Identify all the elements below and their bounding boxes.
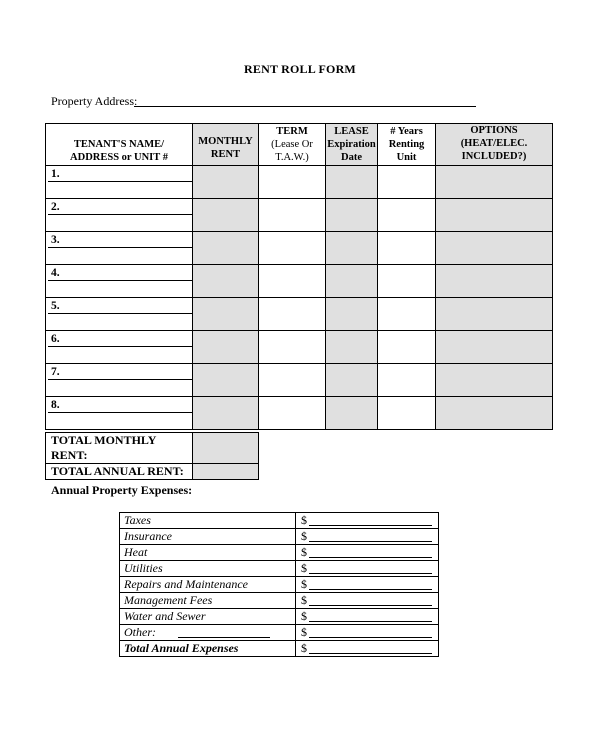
term-cell[interactable] [259,331,326,364]
row-number: 6. [51,333,60,345]
currency-symbol: $ [301,545,307,559]
header-term-line2: (Lease Or [271,139,313,150]
amount-line [309,621,432,622]
expense-label-text: Utilities [124,561,163,575]
currency-symbol: $ [301,593,307,607]
rent-roll-table [45,123,553,430]
row-number: 1. [51,168,60,180]
header-term [259,124,326,166]
options-cell[interactable] [436,265,553,298]
term-cell[interactable] [259,166,326,199]
options-cell[interactable] [436,298,553,331]
total-monthly-rent-row [46,433,259,464]
row-number: 7. [51,366,60,378]
expense-row [120,529,439,545]
property-address-field[interactable] [134,106,476,107]
years-renting-cell[interactable] [378,397,436,430]
tenant-row [46,397,553,430]
term-cell[interactable] [259,298,326,331]
tenant-row [46,199,553,232]
tenant-name-cell[interactable] [46,298,193,331]
monthly-rent-cell[interactable] [193,232,259,265]
monthly-rent-cell[interactable] [193,199,259,232]
amount-line [309,573,432,574]
tenant-row [46,166,553,199]
row-number: 2. [51,201,60,213]
expense-label-text: Heat [124,545,148,559]
lease-expiration-cell[interactable] [326,166,378,199]
tenant-name-cell[interactable] [46,166,193,199]
monthly-rent-cell[interactable] [193,397,259,430]
options-cell[interactable] [436,166,553,199]
monthly-rent-cell[interactable] [193,364,259,397]
total-monthly-rent-label: TOTAL MONTHLY RENT: [46,433,193,464]
years-renting-cell[interactable] [378,298,436,331]
row-divider [48,247,192,248]
monthly-rent-cell[interactable] [193,265,259,298]
expense-label [120,513,296,529]
tenant-row [46,298,553,331]
lease-expiration-cell[interactable] [326,397,378,430]
header-lease-expiration [326,124,378,166]
lease-expiration-cell[interactable] [326,265,378,298]
amount-line [309,525,432,526]
header-monthly-rent-line2: RENT [210,148,241,160]
tenant-name-cell[interactable] [46,199,193,232]
total-expenses-row [120,641,439,657]
monthly-rent-cell[interactable] [193,166,259,199]
lease-expiration-cell[interactable] [326,199,378,232]
row-divider [48,412,192,413]
header-years-line1: # Years [390,126,423,137]
total-expenses-field[interactable] [296,641,439,657]
expense-label [120,529,296,545]
term-cell[interactable] [259,232,326,265]
currency-symbol: $ [301,513,307,527]
currency-symbol: $ [301,561,307,575]
expense-label-text: Repairs and Maintenance [124,577,248,591]
totals-table [45,432,259,480]
total-annual-rent-row [46,464,259,480]
options-cell[interactable] [436,232,553,265]
lease-expiration-cell[interactable] [326,298,378,331]
tenant-name-cell[interactable] [46,364,193,397]
amount-line [309,541,432,542]
row-divider [48,181,192,182]
amount-line [309,653,432,654]
expense-label [120,577,296,593]
amount-line [309,589,432,590]
expense-amount-field[interactable] [296,561,439,577]
expense-label [120,561,296,577]
amount-line [309,557,432,558]
form-title: RENT ROLL FORM [244,62,356,76]
expense-label-text: Taxes [124,513,151,527]
years-renting-cell[interactable] [378,331,436,364]
tenant-name-cell[interactable] [46,265,193,298]
total-annual-rent-field[interactable] [193,464,259,480]
expense-label-text: Other: [124,625,156,639]
expense-label [120,545,296,561]
years-renting-cell[interactable] [378,364,436,397]
amount-line [309,637,432,638]
tenant-row [46,364,553,397]
expense-amount-field[interactable] [296,609,439,625]
years-renting-cell[interactable] [378,199,436,232]
options-cell[interactable] [436,331,553,364]
row-number: 8. [51,399,60,411]
expense-row [120,577,439,593]
lease-expiration-cell[interactable] [326,331,378,364]
lease-expiration-cell[interactable] [326,364,378,397]
expenses-heading: Annual Property Expenses: [51,483,193,497]
monthly-rent-cell[interactable] [193,331,259,364]
expense-label-text: Management Fees [124,593,213,607]
tenant-name-cell[interactable] [46,331,193,364]
expense-row [120,609,439,625]
header-years-line2: Renting [388,139,425,150]
total-annual-rent-label: TOTAL ANNUAL RENT: [46,464,193,480]
expense-amount-field[interactable] [296,545,439,561]
row-divider [48,280,192,281]
expense-row [120,625,439,641]
tenant-row [46,232,553,265]
tenant-name-cell[interactable] [46,397,193,430]
expense-label [120,593,296,609]
header-term-line1: TERM [276,126,308,137]
property-address-label: Property Address: [51,94,138,108]
expenses-table [119,512,439,657]
currency-symbol: $ [301,577,307,591]
options-cell[interactable] [436,397,553,430]
expense-amount-field[interactable] [296,577,439,593]
expense-label-text: Insurance [124,529,172,543]
row-divider [48,214,192,215]
header-tenant-name-line2: ADDRESS or UNIT # [70,151,168,163]
currency-symbol: $ [301,609,307,623]
term-cell[interactable] [259,397,326,430]
row-divider [48,313,192,314]
rent-table-header [46,124,553,166]
expense-label [120,609,296,625]
row-number: 3. [51,234,60,246]
expense-amount-field[interactable] [296,625,439,641]
years-renting-cell[interactable] [378,166,436,199]
header-lease-line1: LEASE [334,126,369,137]
expense-row [120,561,439,577]
header-years-line3: Unit [396,152,417,163]
expense-amount-field[interactable] [296,529,439,545]
expense-amount-field[interactable] [296,513,439,529]
header-lease-line2: Expiration [327,139,376,150]
header-options [436,124,553,166]
currency-symbol: $ [301,529,307,543]
options-cell[interactable] [436,199,553,232]
expense-row [120,513,439,529]
options-cell[interactable] [436,364,553,397]
header-tenant-name [46,124,193,166]
header-monthly-rent-line1: MONTHLY [198,135,253,147]
years-renting-cell[interactable] [378,265,436,298]
header-options-line1: OPTIONS [470,125,518,136]
row-divider [48,346,192,347]
monthly-rent-cell[interactable] [193,298,259,331]
tenant-name-cell[interactable] [46,232,193,265]
term-cell[interactable] [259,265,326,298]
years-renting-cell[interactable] [378,232,436,265]
tenant-row [46,265,553,298]
header-lease-line3: Date [341,152,362,163]
expense-label [120,625,296,641]
row-number: 5. [51,300,60,312]
row-number: 4. [51,267,60,279]
header-tenant-name-line1: TENANT'S NAME/ [73,138,165,150]
expense-amount-field[interactable] [296,593,439,609]
header-options-line2: (HEAT/ELEC. [460,138,528,149]
total-expenses-label: Total Annual Expenses [120,641,296,657]
term-cell[interactable] [259,364,326,397]
row-divider [48,379,192,380]
expense-row [120,593,439,609]
expense-row [120,545,439,561]
header-options-line3: INCLUDED?) [461,151,527,162]
total-monthly-rent-field[interactable] [193,433,259,464]
lease-expiration-cell[interactable] [326,232,378,265]
term-cell[interactable] [259,199,326,232]
header-years-renting [378,124,436,166]
tenant-row [46,331,553,364]
amount-line [309,605,432,606]
other-expense-field[interactable] [178,637,270,638]
currency-symbol: $ [301,625,307,639]
header-term-line3: T.A.W.) [275,152,309,163]
expense-label-text: Water and Sewer [124,609,206,623]
header-monthly-rent [193,124,259,166]
currency-symbol: $ [301,641,307,655]
